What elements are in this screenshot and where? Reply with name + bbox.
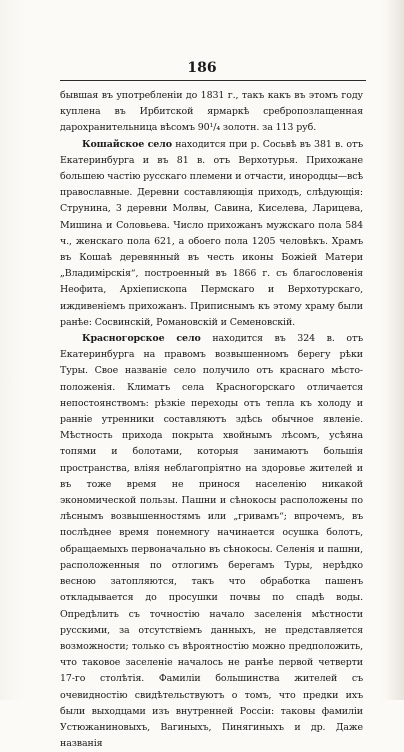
paragraph-text: бывшая въ употребленіи до 1831 г., такъ какъ въ этомъ году куплена въ Ирбитской ярмаркѣ сребропозлащенная дарохранительница вѣсомъ 90 — [60, 90, 363, 134]
paragraph-krasnogorsk-village — [60, 331, 363, 752]
page-number: 186 — [187, 60, 217, 76]
paragraph-text: находится въ 324 в. отъ Екатеринбурга на правомъ возвышенномъ берегу рѣки Туры. Свое названіе село получило отъ краснаго мѣсто-положенія. Климатъ села Красногорскаго отличается непостоянствомъ: рѣзкіе переходы отъ тепла къ холоду и ранніе утренники составляютъ здѣсь обычное явленіе. Мѣстность прихода покрыта хвойнымъ лѣсомъ, усѣяна топями и болотами, которыя занимаютъ большія пространства, вліяя неблагопріятно на здоровье жителей и въ тоже время не принося населенію никакой экономической пользы. Пашни и сѣнокосы расположены по лѣснымъ возвышенностямъ или „гривамъ“; впрочемъ, въ послѣднее время понемногу начинается осушка болотъ, обращаемыхъ первоначально въ сѣнокосы. Селенія и пашни, расположенныя по отлогимъ берегамъ Туры, нерѣдко весною затопляются, такъ что обработка пашенъ откладывается до просушки почвы по спадѣ воды. Опредѣлить съ точностію начало заселенія мѣстности русскими, за отсутствіемъ данныхъ, не представляется возможности; только съ вѣроятностію можно предположить, что таковое заселеніе началось не ранѣе первой четверти 17-го столѣтія. Фамиліи большинства жителей съ очевидностію свидѣтельствуютъ о томъ, что предки ихъ были выходцами изъ внутренней Россіи: таковы фамиліи Устюжаниновыхъ, Вагиныхъ, Пинягиныхъ и др. Даже названія — [60, 333, 363, 750]
paragraph-text: золотн. за 113 руб. — [220, 122, 317, 134]
paragraph-text: находится при р. Сосьвѣ въ 381 в. отъ Екатеринбурга и въ 81 в. отъ Верхотурья. Прихожане большею частію русскаго племени и отчасти, инородцы—всѣ православные. Деревни составляющія приходъ, слѣдующія: Струнина, 3 деревни Молвы, Савина, Киселева, Ларицева, Мишина и Соловьева. Число прихожанъ мужскаго пола 584 ч., женскаго пола 621, а обоего пола 1205 человѣкъ. Храмъ въ Кошаѣ деревянный въ честь иконы Божіей Матери „Владимірскія“, построенный въ 1866 г. съ благословенія Неофита, Архіепископа Пермскаго и Верхотурскаго, иждивеніемъ прихожанъ. Приписнымъ къ этому храму были ранѣе: Сосвинскій, Романовскій и Семеновскій. — [60, 138, 363, 328]
page-edge-shadow — [386, 0, 404, 700]
heading-krasnogorsk-village: Красногорское село — [82, 333, 201, 345]
page-body — [60, 88, 363, 752]
paragraph-altar-vessel — [60, 88, 363, 137]
header-rule — [60, 80, 366, 81]
paragraph-koshai-village — [60, 137, 363, 331]
fraction-quarter: ¹/₄ — [209, 122, 221, 134]
heading-koshai-village: Кошайское село — [82, 138, 172, 150]
